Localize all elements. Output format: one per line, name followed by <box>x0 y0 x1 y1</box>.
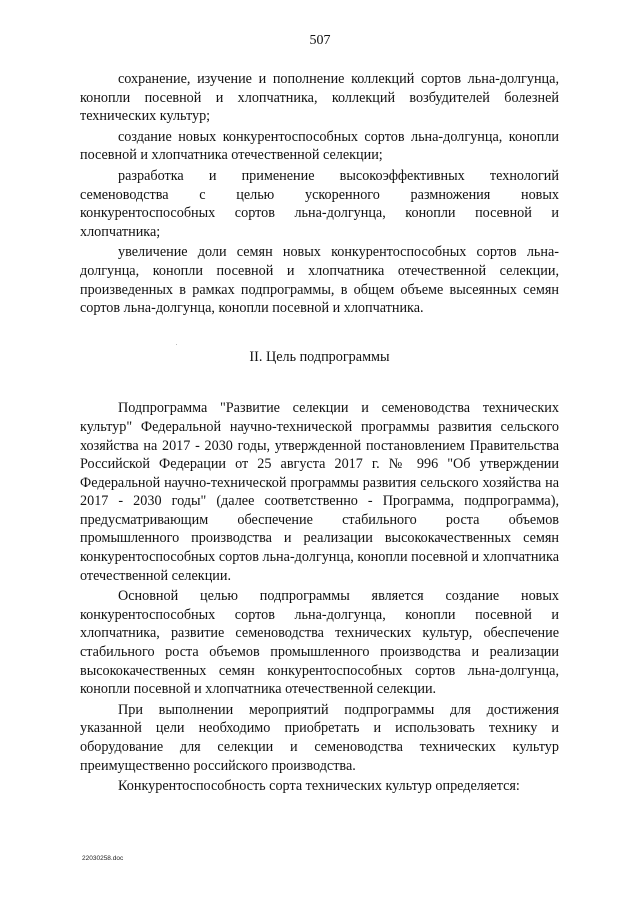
body-paragraph: Конкурентоспособность сорта технических культур определяется: <box>118 778 520 795</box>
document-body <box>80 70 559 796</box>
list-item: увеличение доли семян новых конкурентоспособных сортов льна-долгунца, конопли посевной и хлопчатника отечественной селекции, произведенных в рамках подпрограммы, в общем объеме высеянных семян сортов льна-долгунца, конопли посевной и хлопчатника. <box>80 244 559 317</box>
footer-code: 22030258.doc <box>82 855 124 862</box>
list-item: разработка и применение высокоэффективных технологий семеноводства с целью ускоренного размножения новых конкурентоспособных сортов льна-долгунца, конопли посевной и хлопчатника; <box>80 167 559 240</box>
body-paragraph: Основной целью подпрограммы является создание новых конкурентоспособных сортов льна-долгунца, конопли посевной и хлопчатника, развитие семеноводства технических культур, обеспечение стабильного роста объемов промышленного производства и реализации высококачественных семян конкурентоспособных сортов льна-долгунца, конопли посевной и хлопчатника отечественной селекции. <box>80 588 559 698</box>
body-paragraph: Подпрограмма "Развитие селекции и семеноводства технических культур" Федеральной научно-технической программы развития сельского хозяйства на 2017 - 2030 годы, утвержденной постановлением Правительства Российской Федерации от 25 августа 2017 г. № 996 "Об утверждении Федеральной научно-технической программы развития сельского хозяйства на 2017 - 2030 годы" (далее соответственно - Программа, подпрограмма), предусматривающим обеспечение стабильного роста объемов промышленного производства и реализации высококачественных семян конкурентоспособных сортов льна-долгунца, конопли посевной и хлопчатника отечественной селекции. <box>80 400 559 584</box>
list-item: создание новых конкурентоспособных сортов льна-долгунца, конопли посевной и хлопчатника отечественной селекции; <box>80 128 559 164</box>
list-item: сохранение, изучение и пополнение коллекций сортов льна-долгунца, конопли посевной и хлопчатника, коллекций возбудителей болезней технических культур; <box>80 71 559 125</box>
page-number: 507 <box>309 33 331 48</box>
scan-speck <box>176 344 177 345</box>
section-heading: II. Цель подпрограммы <box>249 348 390 365</box>
body-paragraph: При выполнении мероприятий подпрограммы для достижения указанной цели необходимо приобретать и использовать технику и оборудование для селекции и семеноводства технических культур преимущественно российского производства. <box>80 701 559 774</box>
